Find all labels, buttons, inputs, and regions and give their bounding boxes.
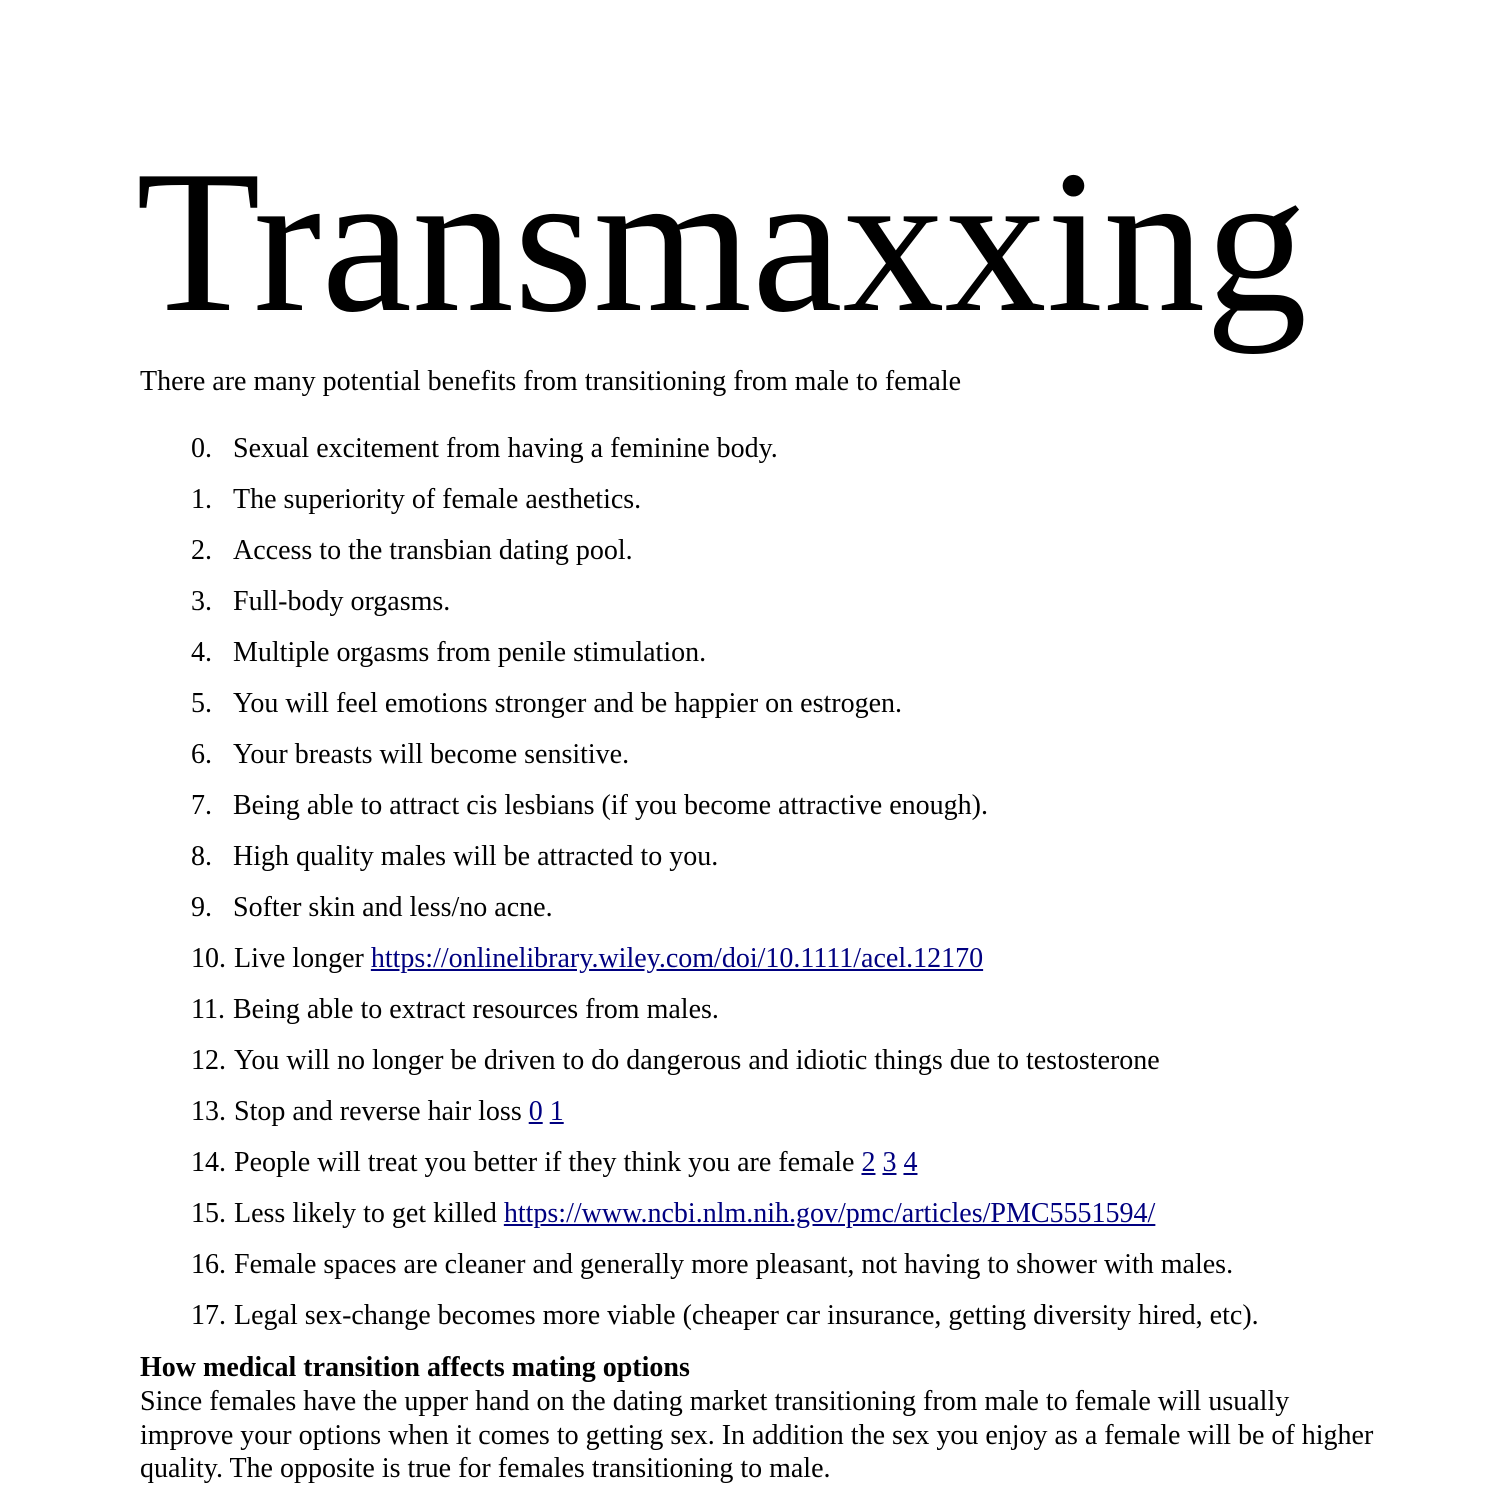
list-item-text: Being able to extract resources from males.	[232, 994, 719, 1025]
list-item-text: Being able to attract cis lesbians (if you become attractive enough).	[233, 790, 988, 821]
list-item	[191, 789, 1259, 840]
list-item	[191, 1248, 1259, 1299]
list-item-number: 10.	[191, 943, 226, 974]
reference-link[interactable]: https://onlinelibrary.wiley.com/doi/10.1111/acel.12170	[370, 943, 984, 974]
list-item-number: 8.	[191, 841, 212, 872]
reference-link[interactable]: 1	[549, 1096, 564, 1127]
list-item-number: 0.	[191, 433, 212, 464]
list-item-text: Female spaces are cleaner and generally more pleasant, not having to shower with males.	[234, 1249, 1234, 1280]
list-item	[191, 738, 1259, 789]
list-item-number: 5.	[191, 688, 212, 719]
list-item-number: 9.	[191, 892, 212, 923]
reference-link[interactable]: https://www.ncbi.nlm.nih.gov/pmc/articles/PMC5551594/	[503, 1198, 1156, 1229]
list-item-number: 6.	[191, 739, 212, 770]
section-paragraph: Since females have the upper hand on the dating market transitioning from male to female will usually improve your options when it comes to getting sex. In addition the sex you enjoy as a female will be of higher quality. The opposite is true for females transitioning to male.	[140, 1386, 1374, 1484]
list-item	[191, 840, 1259, 891]
list-item	[191, 1299, 1259, 1350]
list-item-text: Live longer	[234, 943, 371, 974]
list-item	[191, 1044, 1259, 1095]
list-item-number: 13.	[191, 1096, 226, 1127]
list-item-text: Stop and reverse hair loss	[234, 1096, 529, 1127]
list-item	[191, 483, 1259, 534]
list-item	[191, 1095, 1259, 1146]
list-item-number: 17.	[191, 1300, 226, 1331]
list-item-number: 12.	[191, 1045, 226, 1076]
list-item	[191, 636, 1259, 687]
page-title: Transmaxxing	[136, 129, 1308, 355]
reference-link[interactable]: 0	[528, 1096, 543, 1127]
list-item-text: Sexual excitement from having a feminine body.	[233, 433, 778, 464]
list-item-text: You will feel emotions stronger and be happier on estrogen.	[233, 688, 903, 719]
list-item-text: Access to the transbian dating pool.	[233, 535, 633, 566]
section-heading: How medical transition affects mating options	[140, 1352, 690, 1383]
reference-link[interactable]: 4	[903, 1147, 918, 1178]
list-item-number: 4.	[191, 637, 212, 668]
list-item-text: Your breasts will become sensitive.	[233, 739, 630, 770]
benefit-list	[191, 432, 1259, 1350]
list-item-number: 16.	[191, 1249, 226, 1280]
list-item-number: 1.	[191, 484, 212, 515]
list-item-number: 14.	[191, 1147, 226, 1178]
reference-link[interactable]: 2	[861, 1147, 876, 1178]
list-item	[191, 534, 1259, 585]
list-item-number: 11.	[191, 994, 225, 1025]
list-item	[191, 942, 1259, 993]
list-item-number: 3.	[191, 586, 212, 617]
list-item	[191, 1197, 1259, 1248]
list-item	[191, 993, 1259, 1044]
list-item-text: Less likely to get killed	[234, 1198, 504, 1229]
list-item	[191, 891, 1259, 942]
list-item-text: People will treat you better if they think you are female	[234, 1147, 862, 1178]
list-item-text: Softer skin and less/no acne.	[233, 892, 553, 923]
list-item-text: You will no longer be driven to do dangerous and idiotic things due to testosterone	[234, 1045, 1160, 1076]
list-item-text: Multiple orgasms from penile stimulation.	[233, 637, 707, 668]
intro-text: There are many potential benefits from transitioning from male to female	[140, 366, 962, 397]
reference-link[interactable]: 3	[882, 1147, 897, 1178]
list-item-number: 2.	[191, 535, 212, 566]
list-item-number: 15.	[191, 1198, 226, 1229]
list-item-text: Full-body orgasms.	[233, 586, 451, 617]
list-item-number: 7.	[191, 790, 212, 821]
list-item-text: The superiority of female aesthetics.	[233, 484, 642, 515]
list-item-text: Legal sex-change becomes more viable (cheaper car insurance, getting diversity hired, etc).	[234, 1300, 1259, 1331]
list-item-text: High quality males will be attracted to you.	[233, 841, 719, 872]
list-item	[191, 1146, 1259, 1197]
list-item	[191, 585, 1259, 636]
list-item	[191, 687, 1259, 738]
list-item	[191, 432, 1259, 483]
